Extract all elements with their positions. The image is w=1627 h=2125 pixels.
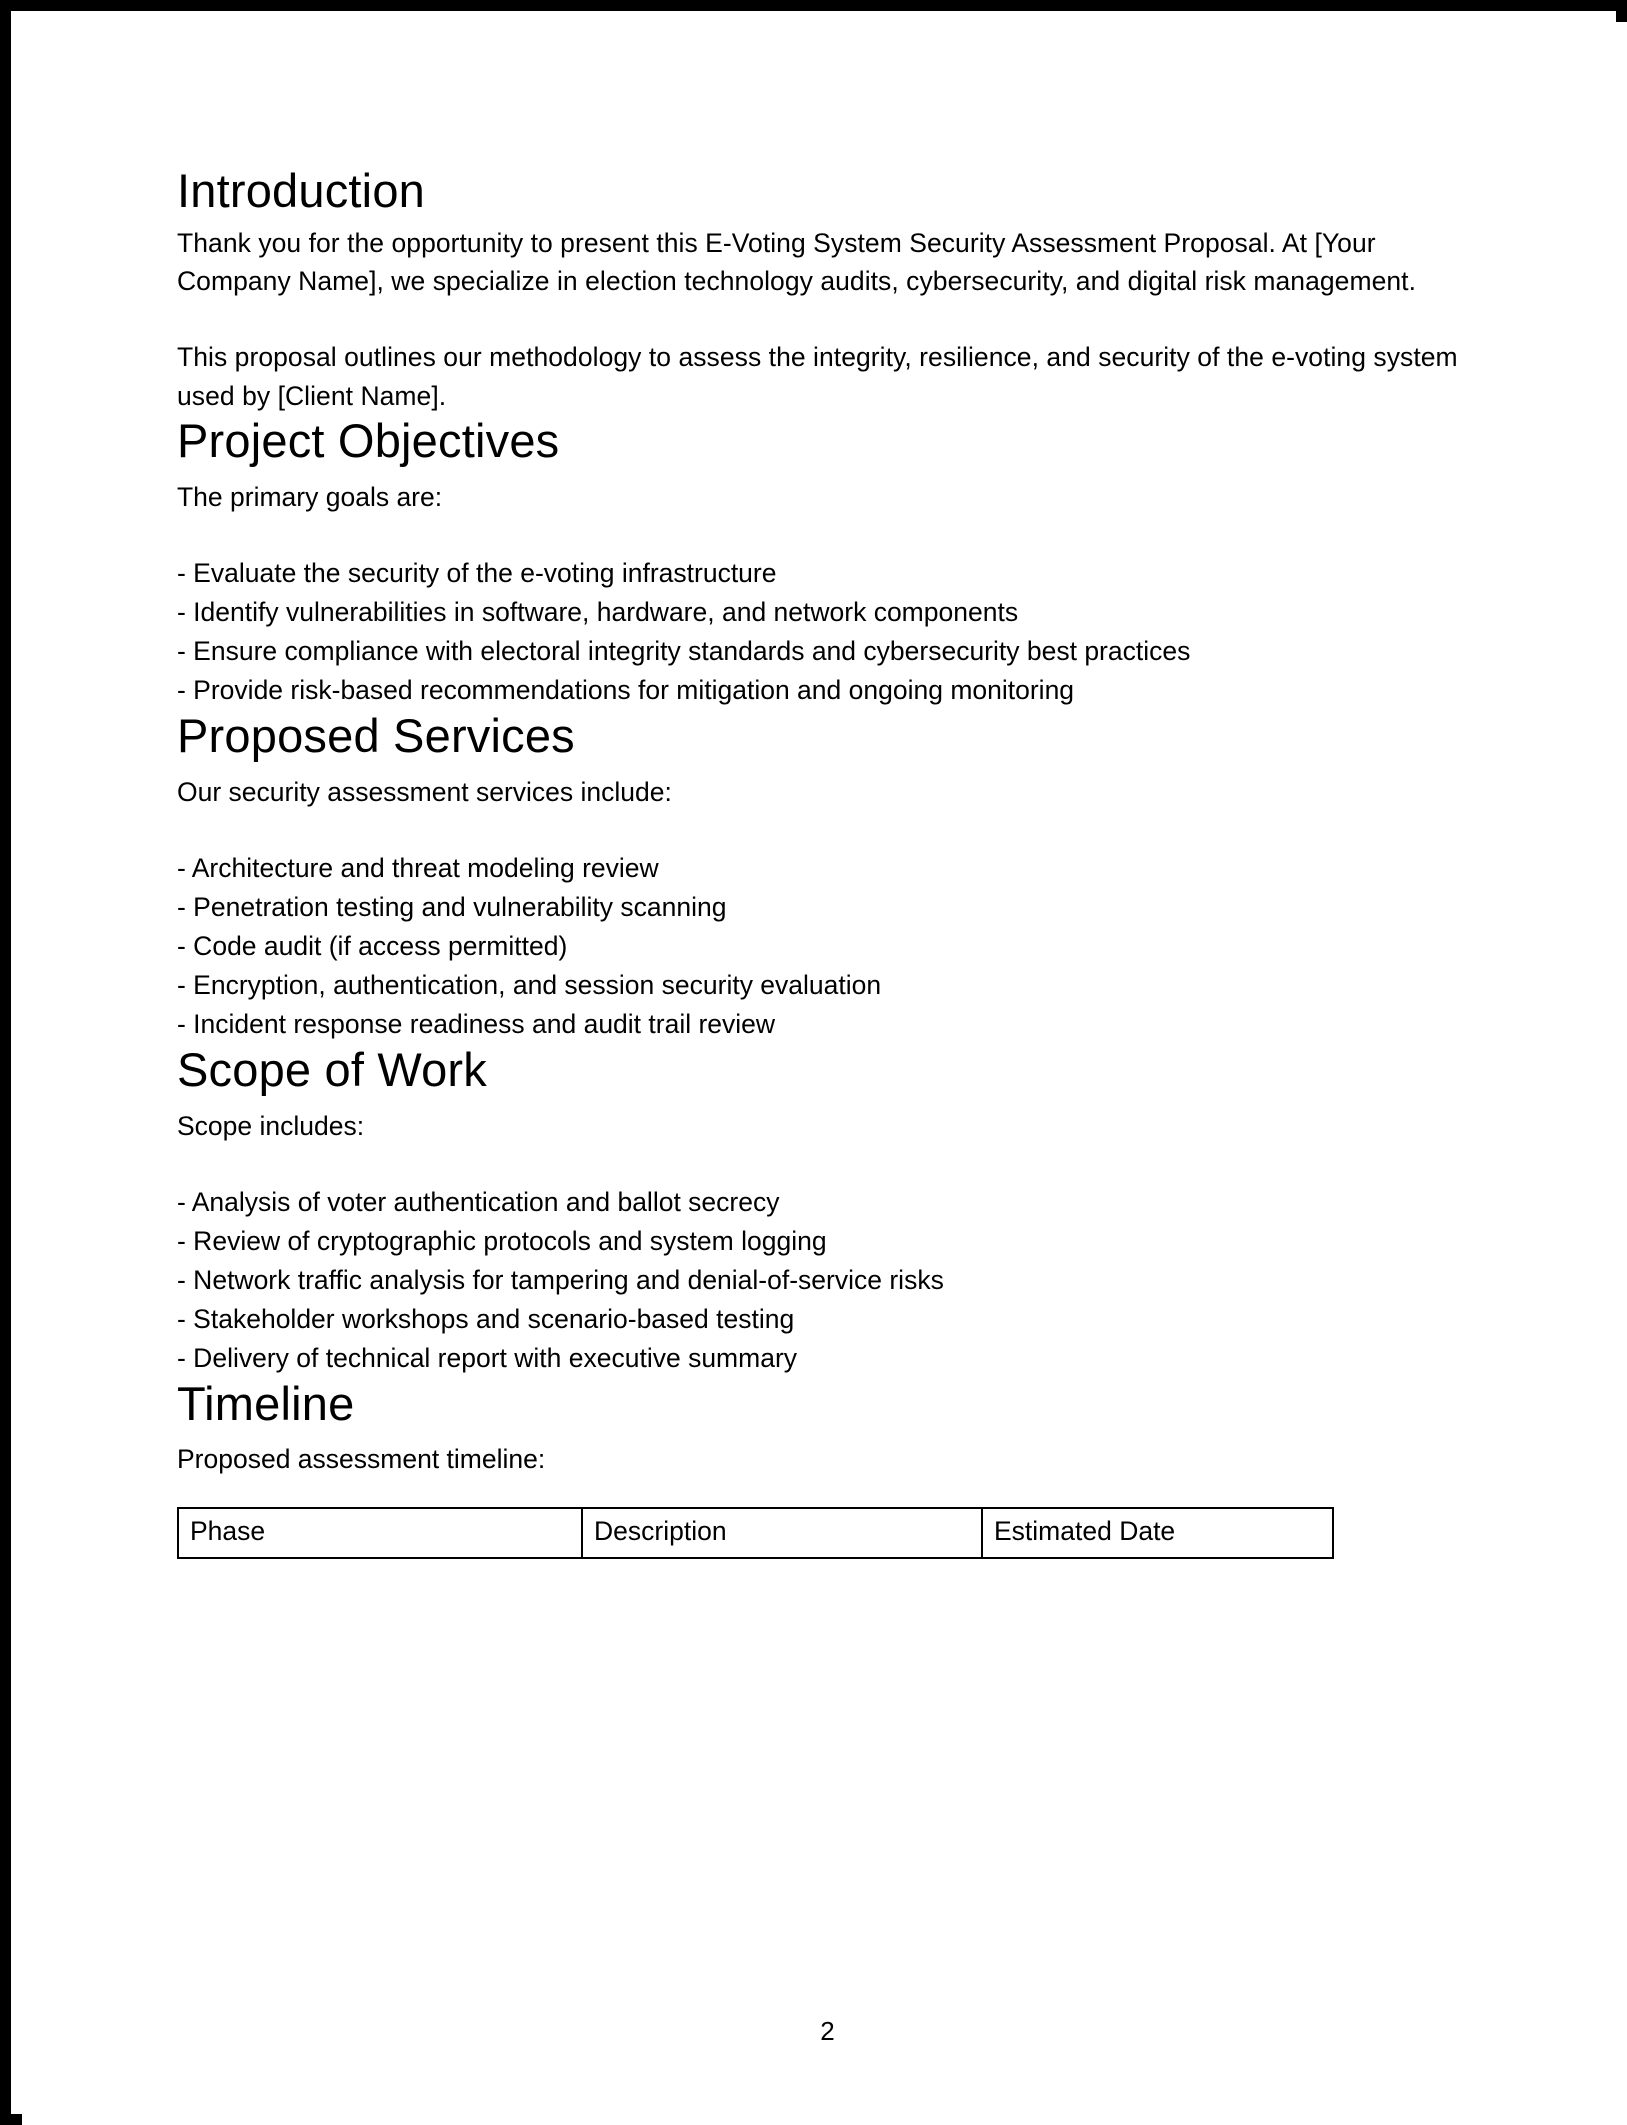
- lead-project-objectives: The primary goals are:: [177, 481, 443, 512]
- heading-proposed-services: Proposed Services: [177, 709, 575, 763]
- lead-timeline: Proposed assessment timeline:: [177, 1444, 546, 1475]
- list-item: - Ensure compliance with electoral integrity standards and cybersecurity best practices: [177, 636, 1191, 667]
- column-header-phase: Phase: [178, 1508, 582, 1558]
- list-item: - Incident response readiness and audit trail review: [177, 1009, 776, 1040]
- page-number: 2: [820, 2016, 835, 2046]
- list-proposed-services: [177, 849, 1487, 1044]
- list-item: - Identify vulnerabilities in software, hardware, and network components: [177, 597, 1019, 628]
- list-item: - Code audit (if access permitted): [177, 931, 568, 962]
- list-project-objectives: [177, 554, 1487, 710]
- lead-scope-of-work: Scope includes:: [177, 1110, 365, 1141]
- list-item: - Analysis of voter authentication and ballot secrecy: [177, 1187, 780, 1218]
- paragraph-intro-2: This proposal outlines our methodology to assess the integrity, resilience, and security of the e-voting system used by [Client Name].: [177, 342, 1458, 411]
- list-item: - Delivery of technical report with executive summary: [177, 1342, 798, 1373]
- list-item: - Architecture and threat modeling review: [177, 853, 659, 884]
- column-header-description: Description: [582, 1508, 982, 1558]
- list-item: - Stakeholder workshops and scenario-based testing: [177, 1303, 795, 1334]
- list-item: - Evaluate the security of the e-voting infrastructure: [177, 558, 777, 589]
- document-content: [177, 165, 1487, 1559]
- list-item: - Provide risk-based recommendations for mitigation and ongoing monitoring: [177, 675, 1075, 706]
- list-item: - Penetration testing and vulnerability scanning: [177, 892, 727, 923]
- heading-scope-of-work: Scope of Work: [177, 1042, 487, 1096]
- heading-project-objectives: Project Objectives: [177, 414, 560, 468]
- paragraph-intro-1: Thank you for the opportunity to present this E-Voting System Security Assessment Proposal. At [Your Company Name], we specialize in election technology audits, cybersecurity, and digital risk management.: [177, 227, 1416, 297]
- section-introduction-body: [177, 224, 1487, 416]
- list-item: - Review of cryptographic protocols and system logging: [177, 1225, 827, 1256]
- document-page: [22, 22, 1627, 2125]
- list-item: - Encryption, authentication, and session security evaluation: [177, 970, 882, 1001]
- lead-proposed-services: Our security assessment services include:: [177, 776, 672, 807]
- heading-introduction: Introduction: [177, 164, 426, 217]
- list-item: - Network traffic analysis for tampering and denial-of-service risks: [177, 1264, 944, 1295]
- table-header-row: [178, 1508, 1333, 1558]
- heading-timeline: Timeline: [177, 1376, 355, 1430]
- column-header-estimated-date: Estimated Date: [982, 1508, 1333, 1558]
- timeline-table: [177, 1507, 1334, 1559]
- list-scope-of-work: [177, 1183, 1487, 1378]
